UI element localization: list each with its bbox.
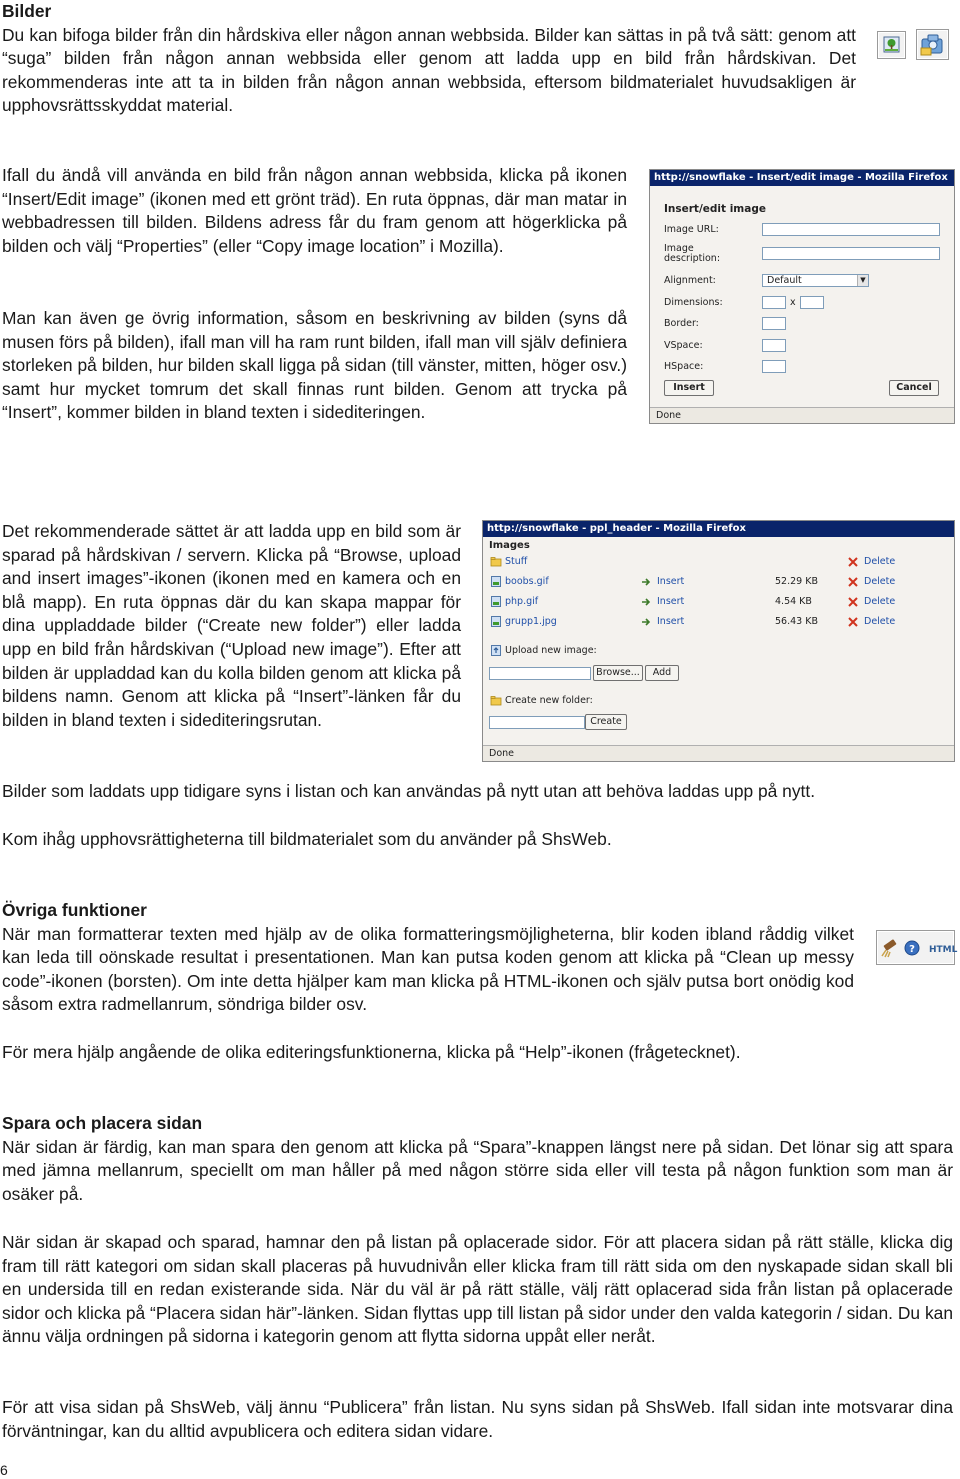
image-info-paragraph-block — [2, 307, 627, 425]
cleanup-paragraph: När man formatterar texten med hjälp av de olika formatteringsmöjligheterna, blir koden ibland råddig vilket kan leda till oönskade resultat i presentationen. Man kan putsa koden genom att klicka på “Clean up messy code”-ikonen (borsten). Om inte detta hjälper kam man klicka på HTML-ikonen och själv putsa bort onödig kod såsom extra radmellanrum, söndriga bilder osv. — [2, 923, 854, 1015]
file-insert-link[interactable]: Insert — [657, 596, 685, 607]
folder-name-input[interactable] — [489, 716, 585, 729]
html-icon-label: HTML — [929, 945, 958, 955]
image-url-label: Image URL: — [664, 224, 719, 235]
upload-file-input[interactable] — [489, 667, 591, 680]
insert-image-tree-icon — [878, 32, 905, 58]
place-paragraph: När sidan är skapad och sparad, hamnar den på listan på oplacerade sidor. För att placera sidan på rätt ställe, klicka dig fram till rätt kategori om sidan skall placeras på huvudnivån eller klicka fram till rätt sida om den nyskapade sidan skall bli en undersida till en redan existerande sida. När du väl är på rätt ställe, välj rätt oplacerad sida från listan på oplacerade sidor och klicka på “Placera sidan här”-länken. Sidan flyttas upp till listan på sidor under den valda kategorin / sidan. Du kan ännu välja ordningen på sidorna i kategorin genom att flytta sidorna uppåt eller neråt. — [2, 1232, 953, 1347]
upload-paragraph: Det rekommenderade sättet är att ladda upp en bild som är sparad på hårdskivan / servern. Klicka på “Browse, upload and insert images”-ikonen (ikonen med en kamera och en blå mapp). En ruta öppnas där du kan skapa mappar för dina uppladdade bilder (“Create new folder”) eller ladda upp en bild från hårdskivan (“Upload new image”). Efter att bilden är uppladdad kan du kolla bilden genom att klicka på bildens namn. Genom att klicka på “Insert”-länken får du bilden in bland texten i sidediteringsrutan. — [2, 521, 461, 730]
browse-upload-camera-folder-icon — [917, 30, 948, 59]
window-title: http://snowflake - ppl_header - Mozilla Firefox — [483, 521, 954, 537]
create-folder-label: Create new folder: — [505, 695, 593, 706]
folder-icon — [491, 556, 501, 567]
cleanup-brush-icon — [882, 939, 897, 957]
help-paragraph: För mera hjälp angående de olika editeringsfunktionerna, klicka på “Help”-ikonen (frågetecknet). — [2, 1042, 741, 1062]
delete-x-icon — [848, 557, 858, 567]
insert-edit-image-window — [649, 169, 955, 424]
editor-tools-icon-tile — [876, 930, 958, 965]
hspace-label: HSpace: — [664, 361, 704, 372]
delete-x-icon — [848, 577, 858, 587]
page-number: 6 — [0, 1462, 8, 1478]
hspace-input[interactable] — [762, 360, 786, 373]
help-question-icon — [905, 941, 919, 955]
image-info-paragraph: Man kan även ge övrig information, såsom en beskrivning av bilden (syns då musen förs på bilden), ifall man vill ha ram runt bilden, ifall man vill själv definiera storleken på bilden, hur bilden skall ligga på sidan (till vänster, mitten, höger osv.) samt hur mycket tomrum det skall finnas runt bilden. Genom att trycka på “Insert”, kommer bilden in bland texten i sidediteringen. — [2, 308, 627, 423]
delete-x-icon — [848, 597, 858, 607]
chevron-down-icon: ▼ — [857, 275, 868, 286]
section-heading-ovriga: Övriga funktioner — [2, 900, 147, 920]
copyright-paragraph-block — [2, 828, 956, 852]
insert-button[interactable]: Insert — [664, 380, 714, 396]
delete-x-icon — [848, 617, 858, 627]
help-paragraph-block — [2, 1041, 956, 1065]
file-size: 52.29 KB — [775, 576, 818, 587]
dimensions-label: Dimensions: — [664, 297, 723, 308]
alignment-select[interactable] — [762, 274, 869, 287]
ovriga-block — [2, 899, 854, 1017]
publish-paragraph-block — [2, 1396, 953, 1443]
image-file-icon — [491, 576, 501, 587]
insert-image-icon-tile — [877, 31, 906, 59]
intro-paragraph: Du kan bifoga bilder från din hårdskiva eller någon annan webbsida. Bilder kan sättas in på två sätt: genom att “suga” bilden från någon annan webbsida eller genom att ladda upp en bild från hårdskivan. Det rekommenderas inte att ta in bilden från någon annan webbsida, eftersom bildmaterialet huvudsakligen är upphovsrättsskyddat material. — [2, 24, 856, 116]
image-file-icon — [491, 596, 501, 607]
file-link[interactable]: grupp1.jpg — [505, 616, 557, 627]
dialog-heading: Insert/edit image — [664, 203, 766, 215]
new-folder-icon — [491, 695, 501, 706]
image-description-label: Image description: — [664, 243, 721, 264]
status-bar: Done — [483, 745, 954, 761]
file-insert-link[interactable]: Insert — [657, 576, 685, 587]
section-heading-spara: Spara och placera sidan — [2, 1113, 203, 1133]
vspace-input[interactable] — [762, 339, 786, 352]
alignment-value: Default — [767, 275, 802, 286]
browse-button[interactable]: Browse... — [593, 665, 643, 681]
insert-arrow-icon — [641, 617, 651, 627]
intro-block — [2, 0, 856, 118]
file-link[interactable]: php.gif — [505, 596, 539, 607]
border-label: Border: — [664, 318, 699, 329]
border-input[interactable] — [762, 317, 786, 330]
images-heading: Images — [489, 540, 530, 551]
file-size: 56.43 KB — [775, 616, 818, 627]
add-button[interactable]: Add — [645, 665, 679, 681]
insert-arrow-icon — [641, 577, 651, 587]
save-paragraph: När sidan är färdig, kan man spara den genom att klicka på “Spara”-knappen längst nere på sidan. Det lönar sig att spara med jämna mellanrum, speciellt om man håller på med någon större sida eller vill testa på någon funktion som man är osäker på. — [2, 1136, 953, 1204]
window-title: http://snowflake - Insert/edit image - Mozilla Firefox — [650, 170, 954, 186]
svg-text:?: ? — [909, 944, 915, 955]
insert-edit-paragraph: Ifall du ändå vill använda en bild från någon annan webbsida, klicka på ikonen “Insert/Edit image” (ikonen med ett grönt träd). En ruta öppnas, där man matar in webbadressen till bilden. Bildens adress får du fram genom att högerklicka på bilden och välj “Properties” (eller “Copy image location” i Mozilla). — [2, 165, 627, 256]
section-heading-bilder: Bilder — [2, 1, 52, 21]
publish-paragraph: För att visa sidan på ShsWeb, välj ännu “Publicera” från listan. Nu syns sidan på ShsWeb. Ifall sidan inte motsvarar dina förväntningar, kan du alltid avpublicera och editera sidan vidare. — [2, 1397, 953, 1441]
vspace-label: VSpace: — [664, 340, 703, 351]
place-paragraph-block — [2, 1231, 953, 1349]
insert-edit-paragraph-block — [2, 164, 627, 258]
file-delete-link[interactable]: Delete — [864, 596, 896, 607]
html-icon — [929, 945, 958, 955]
image-description-input[interactable] — [762, 247, 940, 260]
upload-icon — [491, 645, 501, 656]
file-insert-link[interactable]: Insert — [657, 616, 685, 627]
image-url-input[interactable] — [762, 223, 940, 236]
image-file-icon — [491, 616, 501, 627]
reuse-paragraph-block — [2, 780, 956, 804]
height-input[interactable] — [800, 296, 824, 309]
cancel-button[interactable]: Cancel — [889, 380, 939, 396]
upload-label: Upload new image: — [505, 645, 597, 656]
file-delete-link[interactable]: Delete — [864, 576, 896, 587]
editor-tools-icons — [877, 931, 958, 964]
upload-image-icon-tile — [916, 29, 949, 60]
file-link[interactable]: boobs.gif — [505, 576, 549, 587]
status-bar: Done — [650, 407, 954, 423]
file-delete-link[interactable]: Delete — [864, 616, 896, 627]
spara-block — [2, 1112, 953, 1206]
dimension-separator: x — [790, 297, 796, 308]
width-input[interactable] — [762, 296, 786, 309]
copyright-paragraph: Kom ihåg upphovsrättigheterna till bildmaterialet som du använder på ShsWeb. — [2, 829, 612, 849]
folder-link[interactable]: Stuff — [505, 556, 528, 567]
insert-arrow-icon — [641, 597, 651, 607]
reuse-paragraph: Bilder som laddats upp tidigare syns i listan och kan användas på nytt utan att behöva laddas upp på nytt. — [2, 781, 816, 801]
create-button[interactable]: Create — [585, 714, 627, 730]
folder-delete-link[interactable]: Delete — [864, 556, 896, 567]
upload-paragraph-block — [2, 520, 461, 732]
alignment-label: Alignment: — [664, 275, 716, 286]
images-browser-window — [482, 520, 955, 762]
file-size: 4.54 KB — [775, 596, 812, 607]
